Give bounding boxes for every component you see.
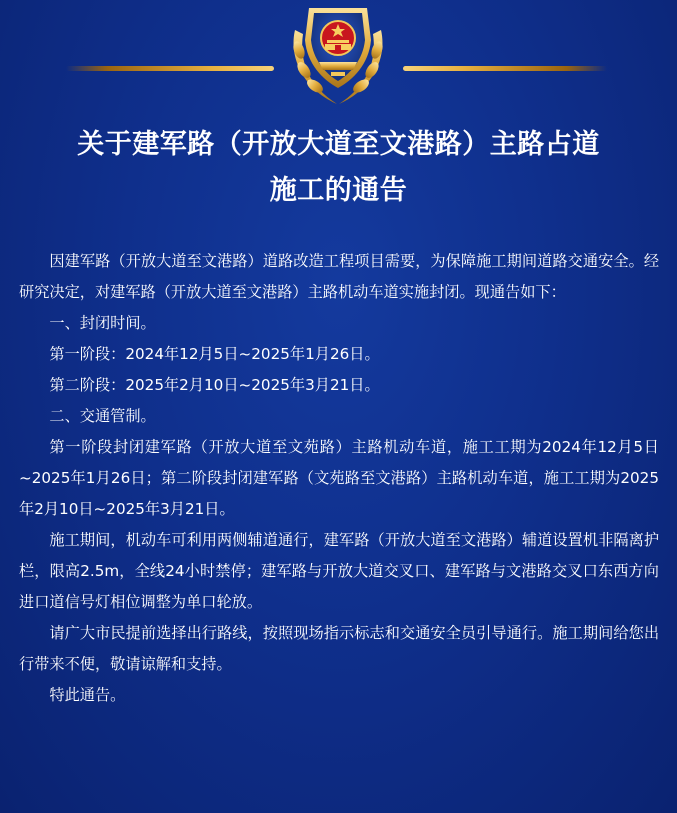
paragraph-phase-2: 第二阶段：2025年2月10日~2025年3月21日。 xyxy=(49,376,380,394)
police-emblem-icon xyxy=(279,0,397,108)
gold-divider-right xyxy=(403,66,607,71)
title-line-2: 施工的通告 xyxy=(269,175,408,206)
paragraph-section-closure-time: 一、封闭时间。 xyxy=(49,314,156,332)
gold-divider-left xyxy=(66,66,274,71)
title-line-1: 关于建军路（开放大道至文港路）主路占道 xyxy=(77,129,600,160)
paragraph-traffic-details: 第一阶段封闭建军路（开放大道至文苑路）主路机动车道，施工工期为2024年12月5日~2025年1月26日；第二阶段封闭建军路（文苑路至文港路）主路机动车道，施工工期为2025年2月10日~2025年3月21日。 xyxy=(19,438,659,518)
paragraph-phase-1: 第一阶段：2024年12月5日~2025年1月26日。 xyxy=(49,345,380,363)
paragraph-intro: 因建军路（开放大道至文港路）道路改造工程项目需要，为保障施工期间道路交通安全。经研究决定，对建军路（开放大道至文港路）主路机动车道实施封闭。现通告如下： xyxy=(19,252,659,301)
header xyxy=(0,0,677,110)
paragraph-closing: 特此通告。 xyxy=(49,686,126,704)
paragraph-public-advice: 请广大市民提前选择出行路线，按照现场指示标志和交通安全员引导通行。施工期间给您出行带来不便，敬请谅解和支持。 xyxy=(19,624,659,673)
paragraph-construction-period: 施工期间，机动车可利用两侧辅道通行，建军路（开放大道至文港路）辅道设置机非隔离护栏，限高2.5m，全线24小时禁停；建军路与开放大道交叉口、建军路与文港路交叉口东西方向进口道信号灯相位调整为单口轮放。 xyxy=(19,531,659,611)
page-title xyxy=(20,122,657,214)
paragraph-section-traffic-control: 二、交通管制。 xyxy=(49,407,156,425)
notice-body xyxy=(19,246,659,711)
